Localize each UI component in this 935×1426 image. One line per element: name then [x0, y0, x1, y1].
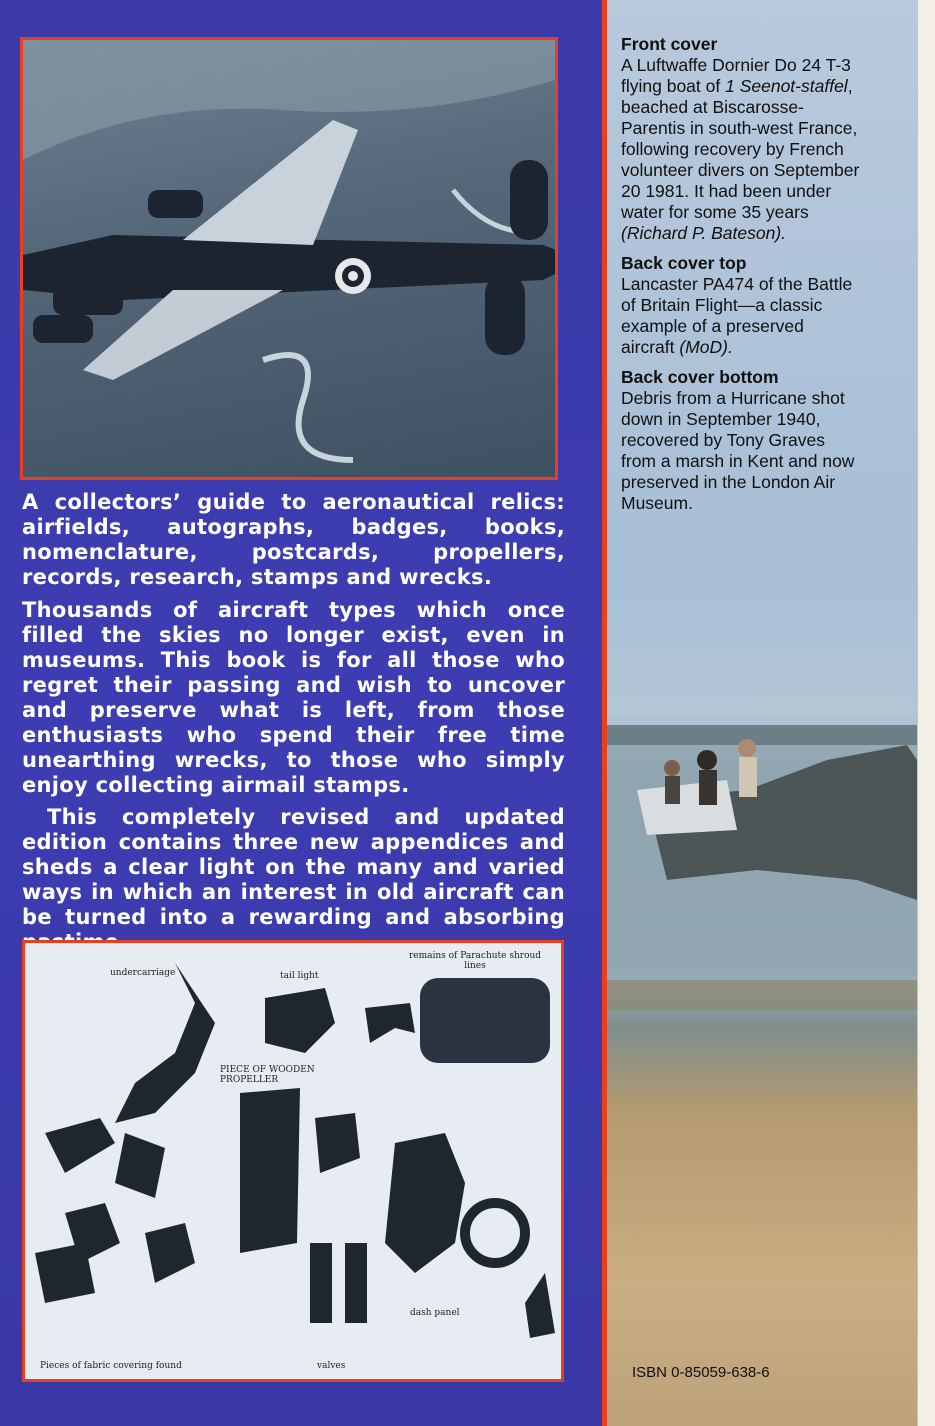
- caption-back-top-heading: Back cover top: [621, 253, 747, 273]
- label-fabric: Pieces of fabric covering found: [40, 1361, 182, 1371]
- caption-back-bottom: [621, 367, 861, 514]
- caption-front-text-b: , beached at Biscarosse-Parentis in south-west France, following recovery by French volunteer divers on September 20 1981. It had been under water for some 35 years: [621, 76, 860, 222]
- hurricane-debris-illustration: [25, 943, 561, 1379]
- blurb-paragraph-2: Thousands of aircraft types which once filled the skies no longer exist, even in museums. This book is for all those who regret their passing and wish to uncover and preserve what is left, from those enthusiasts who spend their free time unearthing wrecks, to those who simply enjoy collecting airmail stamps.: [22, 598, 565, 797]
- label-valves: valves: [317, 1361, 346, 1371]
- caption-back-top-text: Lancaster PA474 of the Battle of Britain Flight—a classic example of a preserved aircraft: [621, 274, 853, 357]
- caption-back-bottom-text: Debris from a Hurricane shot down in September 1940, recovered by Tony Graves from a marsh in Kent and now preserved in the London Air Museum.: [621, 388, 855, 513]
- caption-front-italic: 1 Seenot-staffel: [725, 76, 848, 96]
- label-dash-panel: dash panel: [410, 1308, 460, 1318]
- cover-edge: [917, 0, 935, 1426]
- label-tail-light: tail light: [280, 971, 319, 981]
- caption-front-text-a: A Luftwaffe Dornier Do 24 T-3 flying boat of: [621, 55, 851, 96]
- label-parachute: remains of Parachute shroud lines: [408, 951, 542, 971]
- label-propeller: PIECE OF WOODEN PROPELLER: [220, 1065, 315, 1085]
- blurb-paragraph-3: This completely revised and updated edition contains three new appendices and sheds a clear light on the many and varied ways in which an interest in old aircraft can be turned into a rewarding and absorbing: [22, 805, 565, 929]
- caption-front-credit: (Richard P. Bateson).: [621, 223, 787, 243]
- label-undercarriage: undercarriage: [110, 968, 176, 978]
- lancaster-bomber-illustration: [23, 40, 555, 477]
- caption-front-cover: [621, 34, 861, 244]
- caption-back-top-credit: (MoD).: [679, 337, 733, 357]
- cover-captions: [621, 34, 861, 523]
- caption-back-bottom-heading: Back cover bottom: [621, 367, 779, 387]
- isbn: ISBN 0-85059-638-6: [632, 1364, 770, 1381]
- caption-front-heading: Front cover: [621, 34, 718, 54]
- blurb-paragraph-1: A collectors’ guide to aeronautical relics: airfields, autographs, badges, books, nomenclature, postcards, propellers, records, research, stamps and wrecks.: [22, 490, 565, 589]
- debris-photo: [22, 940, 564, 1382]
- caption-back-top: [621, 253, 861, 358]
- lancaster-photo: [20, 37, 558, 480]
